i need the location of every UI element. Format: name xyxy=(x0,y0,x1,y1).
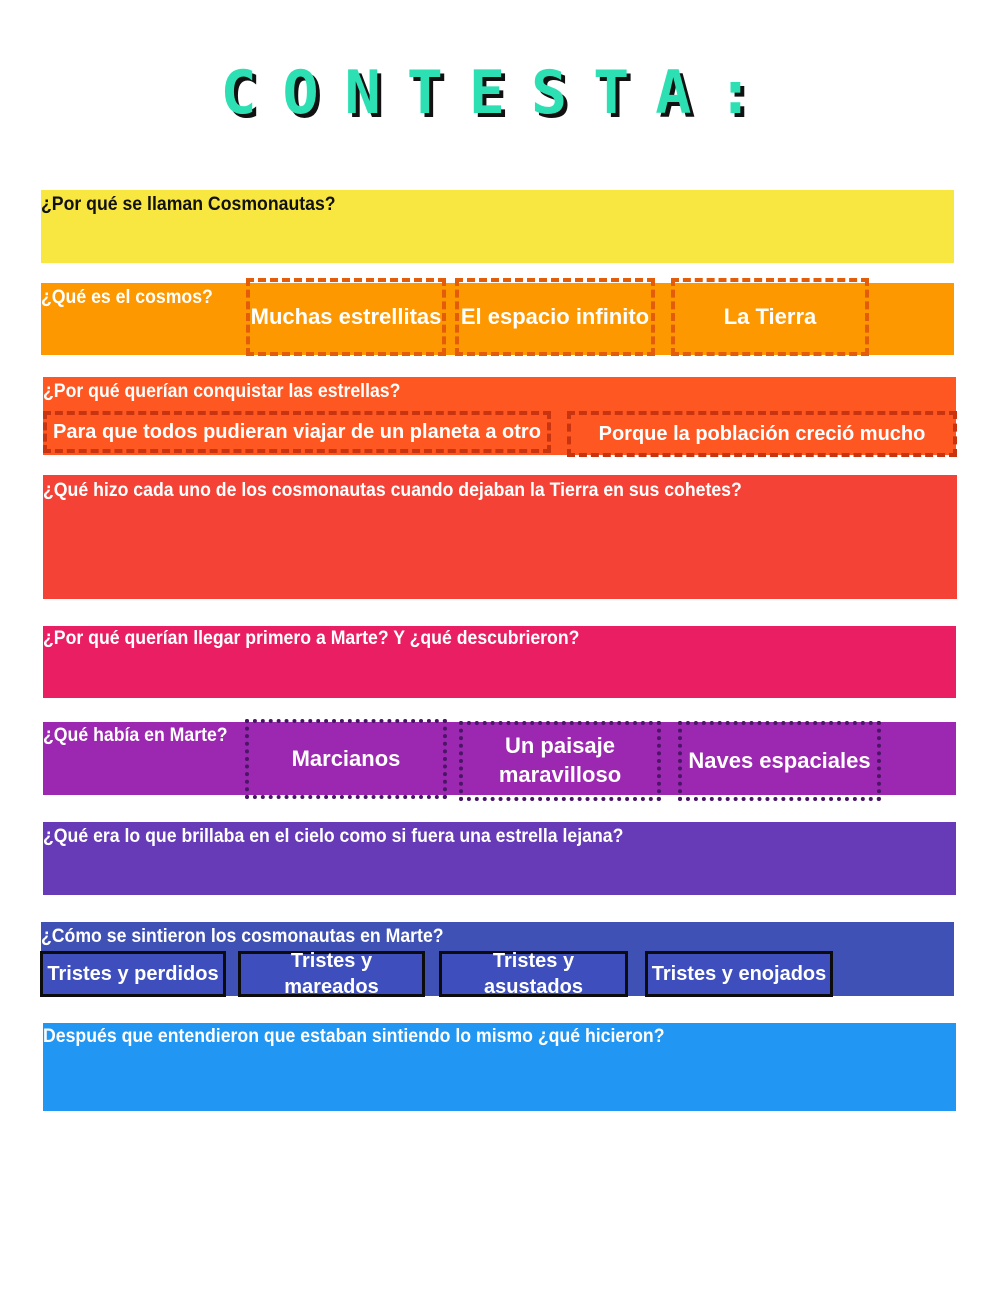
answer-option[interactable]: Marcianos xyxy=(245,719,447,799)
question-2-text: ¿Qué es el cosmos? xyxy=(41,287,213,308)
answer-option[interactable]: Tristes y asustados xyxy=(439,951,628,997)
question-1-text: ¿Por qué se llaman Cosmonautas? xyxy=(41,194,336,215)
answer-option[interactable]: Naves espaciales xyxy=(678,721,881,801)
answer-option[interactable]: Un paisaje maravilloso xyxy=(459,721,661,801)
answer-option[interactable]: Muchas estrellitas xyxy=(246,278,446,356)
question-6-text: ¿Qué había en Marte? xyxy=(43,725,228,746)
page-title: CONTESTA: xyxy=(220,58,780,128)
answer-option[interactable]: Tristes y enojados xyxy=(645,951,833,997)
answer-option[interactable]: El espacio infinito xyxy=(455,278,655,356)
question-5-text: ¿Por qué querían llegar primero a Marte? Y ¿qué descubrieron? xyxy=(43,628,580,649)
answer-option[interactable]: La Tierra xyxy=(671,278,869,356)
question-4-text: ¿Qué hizo cada uno de los cosmonautas cuando dejaban la Tierra en sus cohetes? xyxy=(43,480,742,501)
answer-option[interactable]: Porque la población creció mucho xyxy=(567,411,957,457)
question-8-text: ¿Cómo se sintieron los cosmonautas en Marte? xyxy=(41,926,444,947)
answer-option[interactable]: Tristes y perdidos xyxy=(40,951,226,997)
question-9-text: Después que entendieron que estaban sintiendo lo mismo ¿qué hicieron? xyxy=(43,1026,665,1047)
question-3-text: ¿Por qué querían conquistar las estrellas? xyxy=(43,381,401,402)
question-7-text: ¿Qué era lo que brillaba en el cielo como si fuera una estrella lejana? xyxy=(43,826,624,847)
answer-option[interactable]: Tristes y mareados xyxy=(238,951,425,997)
answer-option[interactable]: Para que todos pudieran viajar de un planeta a otro xyxy=(43,411,551,453)
